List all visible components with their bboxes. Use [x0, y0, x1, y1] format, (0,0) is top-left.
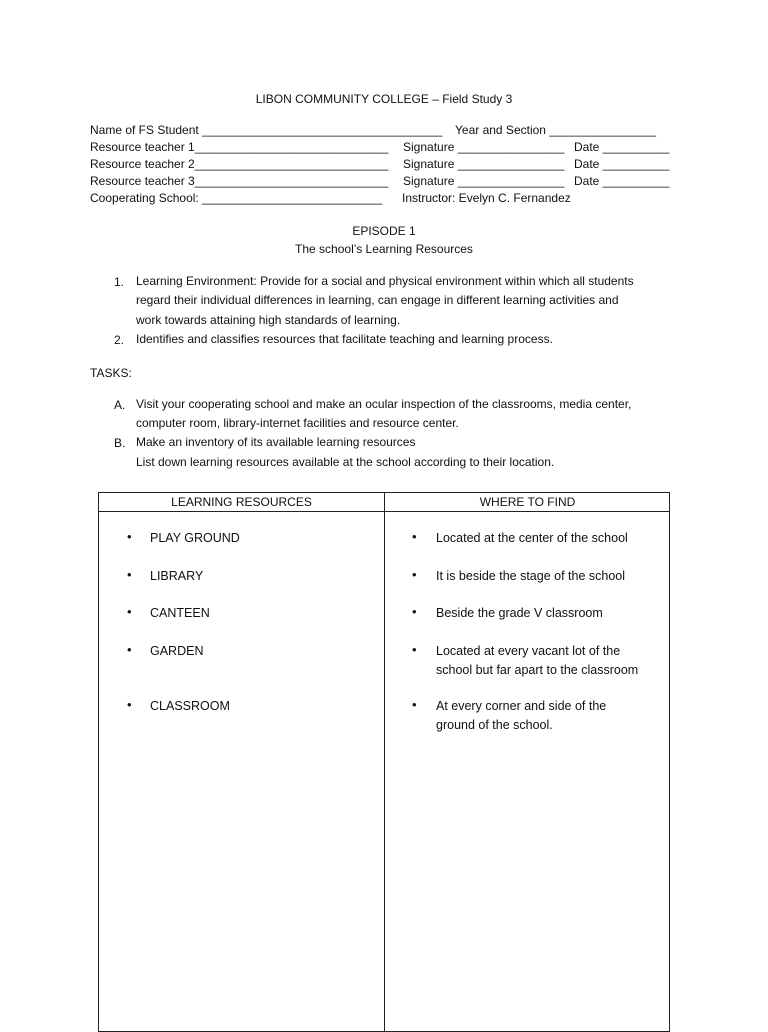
resource-teacher-1-field: Resource teacher 1_____________________________ — [90, 140, 389, 154]
task-letter: A. — [114, 398, 126, 412]
where-cell: Located at every vacant lot of the — [436, 644, 621, 658]
resource-cell: PLAY GROUND — [150, 531, 240, 545]
signature-2-field: Signature ________________ — [403, 157, 565, 171]
where-cell: ground of the school. — [436, 718, 553, 732]
resource-cell: CANTEEN — [150, 606, 210, 620]
fs-student-field: Name of FS Student ____________________________________ — [90, 123, 443, 137]
where-cell: school but far apart to the classroom — [436, 663, 639, 677]
signature-3-field: Signature ________________ — [403, 174, 565, 188]
instructor-field: Instructor: Evelyn C. Fernandez — [402, 191, 571, 205]
bullet-icon: • — [412, 529, 417, 544]
task-line: Make an inventory of its available learning resources — [136, 435, 416, 449]
objective-line: regard their individual differences in learning, can engage in different learning activities and — [136, 293, 619, 307]
bullet-icon: • — [127, 697, 132, 712]
resource-teacher-3-field: Resource teacher 3_____________________________ — [90, 174, 389, 188]
where-cell: Beside the grade V classroom — [436, 606, 603, 620]
year-section-field: Year and Section ________________ — [455, 123, 657, 137]
objective-line: work towards attaining high standards of learning. — [136, 313, 401, 327]
cooperating-school-field: Cooperating School: ___________________________ — [90, 191, 383, 205]
column-header-resources: LEARNING RESOURCES — [171, 495, 312, 509]
document-title: LIBON COMMUNITY COLLEGE – Field Study 3 — [255, 92, 513, 106]
task-line: computer room, library-internet facilities and resource center. — [136, 416, 459, 430]
bullet-icon: • — [127, 642, 132, 657]
bullet-icon: • — [127, 604, 132, 619]
objective-number: 1. — [114, 275, 125, 289]
where-cell: At every corner and side of the — [436, 699, 607, 713]
objective-number: 2. — [114, 333, 125, 347]
task-line: Visit your cooperating school and make an ocular inspection of the classrooms, media center, — [136, 397, 632, 411]
bullet-icon: • — [127, 529, 132, 544]
resource-cell: CLASSROOM — [150, 699, 230, 713]
bullet-icon: • — [412, 642, 417, 657]
resource-cell: GARDEN — [150, 644, 204, 658]
episode-label: EPISODE 1 — [352, 224, 416, 238]
resources-table — [98, 492, 670, 1032]
date-2-field: Date __________ — [574, 157, 670, 171]
objective-line: Identifies and classifies resources that facilitate teaching and learning process. — [136, 332, 553, 346]
objective-line: Learning Environment: Provide for a social and physical environment within which all students — [136, 274, 634, 288]
tasks-heading: TASKS: — [90, 366, 132, 380]
where-cell: It is beside the stage of the school — [436, 569, 626, 583]
bullet-icon: • — [412, 697, 417, 712]
bullet-icon: • — [412, 604, 417, 619]
episode-subtitle: The school’s Learning Resources — [295, 242, 473, 256]
bullet-icon: • — [127, 567, 132, 582]
resource-cell: LIBRARY — [150, 569, 204, 583]
column-header-where: WHERE TO FIND — [479, 495, 576, 509]
where-cell: Located at the center of the school — [436, 531, 628, 545]
date-1-field: Date __________ — [574, 140, 670, 154]
task-line: List down learning resources available at the school according to their location. — [136, 455, 555, 469]
signature-1-field: Signature ________________ — [403, 140, 565, 154]
resource-teacher-2-field: Resource teacher 2_____________________________ — [90, 157, 389, 171]
table-column-divider — [384, 493, 385, 1031]
date-3-field: Date __________ — [574, 174, 670, 188]
bullet-icon: • — [412, 567, 417, 582]
task-letter: B. — [114, 436, 126, 450]
